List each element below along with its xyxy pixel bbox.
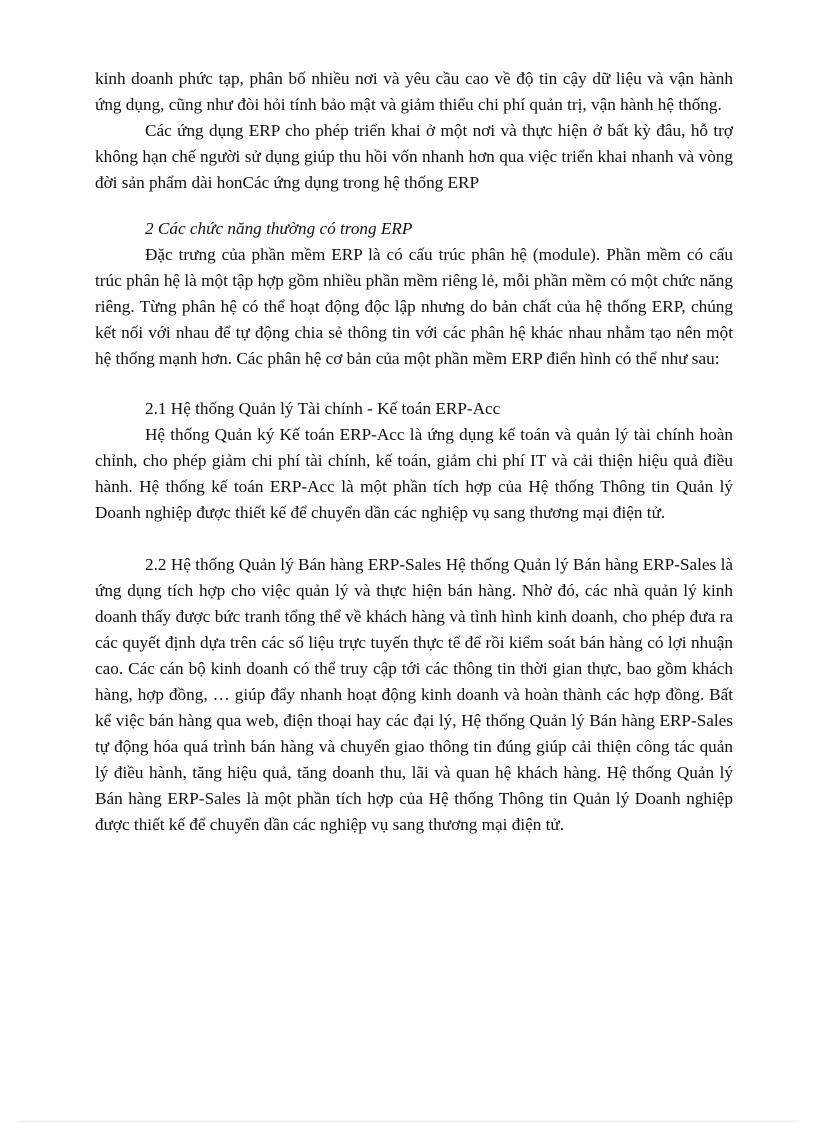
paragraph-continuation: kinh doanh phức tạp, phân bố nhiều nơi và yêu cầu cao về độ tin cậy dữ liệu và vận hành ứng dụng, cũng như đòi hỏi tính bảo mật và giảm thiểu chi phí quản trị, vận hành hệ thống. bbox=[95, 69, 733, 114]
subheading-finance-accounting: 2.1 Hệ thống Quản lý Tài chính - Kế toán ERP-Acc bbox=[145, 399, 501, 418]
section-heading-erp-functions: 2 Các chức năng thường có trong ERP bbox=[145, 219, 413, 238]
paragraph-erp-deployment: Các ứng dụng ERP cho phép triển khai ở một nơi và thực hiện ở bất kỳ đâu, hỗ trợ không hạn chế người sử dụng giúp thu hồi vốn nhanh hơn qua việc triển khai nhanh và vòng đời sản phẩm dài honCác ứng dụng trong hệ thống ERP bbox=[95, 121, 733, 192]
paragraph-erp-sales: 2.2 Hệ thống Quản lý Bán hàng ERP-Sales Hệ thống Quản lý Bán hàng ERP-Sales là ứng dụng tích hợp cho việc quản lý và thực hiện bán hàng. Nhờ đó, các nhà quản lý kinh doanh thấy được bức tranh tổng thể về khách hàng và tình hình kinh doanh, cho phép đưa ra các quyết định dựa trên các số liệu trực tuyến thực tế để rồi kiểm soát bán hàng có lợi nhuận cao. Các cán bộ kinh doanh có thể truy cập tới các thông tin thời gian thực, bao gồm khách hàng, hợp đồng, … giúp đẩy nhanh hoạt động kinh doanh và hoàn thành các hợp đồng. Bất kể việc bán hàng qua web, điện thoại hay các đại lý, Hệ thống Quản lý Bán hàng ERP-Sales tự động hóa quá trình bán hàng và chuyển giao thông tin đúng giúp cải thiện công tác quản lý điều hành, tăng hiệu quả, tăng doanh thu, lãi và quan hệ khách hàng. Hệ thống Quản lý Bán hàng ERP-Sales là một phần tích hợp của Hệ thống Thông tin Quản lý Doanh nghiệp được thiết kế để chuyển dần các nghiệp vụ sang thương mại điện tử. bbox=[95, 555, 733, 834]
paragraph-erp-acc: Hệ thống Quản ký Kế toán ERP-Acc là ứng dụng kế toán và quản lý tài chính hoàn chỉnh, cho phép giảm chi phí tài chính, kế toán, giảm chi phí IT và cải thiện hiệu quả điều hành. Hệ thống kế toán ERP-Acc là một phần tích hợp của Hệ thống Thông tin Quản lý Doanh nghiệp được thiết kế để chuyển dần các nghiệp vụ sang thương mại điện tử. bbox=[95, 425, 733, 522]
paragraph-erp-modules: Đặc trưng của phần mềm ERP là có cấu trúc phân hệ (module). Phần mềm có cấu trúc phân hệ là một tập hợp gồm nhiều phần mềm riêng lẻ, mỗi phần mềm có một chức năng riêng. Từng phân hệ có thể hoạt động độc lập nhưng do bản chất của hệ thống ERP, chúng kết nối với nhau để tự động chia sẻ thông tin với các phân hệ khác nhau nhằm tạo nên một hệ thống mạnh hơn. Các phân hệ cơ bản của một phần mềm ERP điển hình có thể như sau: bbox=[95, 245, 733, 368]
document-page bbox=[95, 66, 733, 838]
page-bottom-divider bbox=[20, 1121, 796, 1122]
